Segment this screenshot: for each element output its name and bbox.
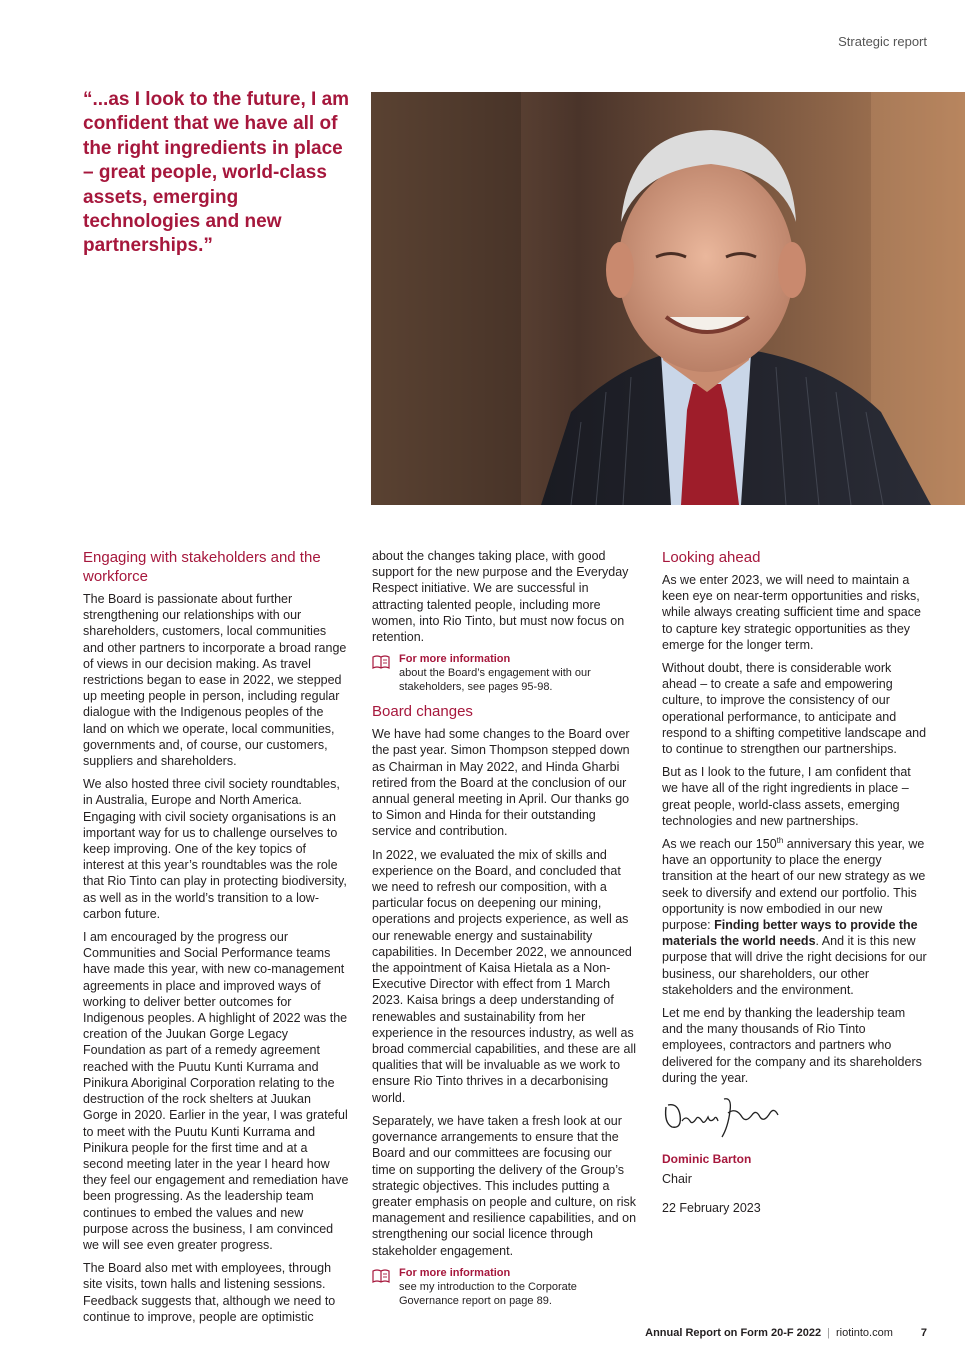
more-info-callout	[372, 652, 638, 694]
heading-looking-ahead: Looking ahead	[662, 549, 761, 566]
column-2	[372, 548, 638, 1316]
column-1	[83, 548, 349, 1332]
paragraph-purpose: As we reach our 150th anniversary this year, we have an opportunity to place the energy transition at the heart of our new strategy as we seek to diversify and extend our portfolio. This opportunity is now embodied in our new purpose: Finding better ways to provide the materials the world needs. And it is this new purpose that will drive the right decisions for our business, our shareholders, our other stakeholders and the environment.	[662, 835, 927, 997]
paragraph: But as I look to the future, I am confident that we have all of the right ingredients in place – great people, world-class assets, emerging technologies and new partnerships.	[662, 765, 911, 828]
more-info-text: about the Board’s engagement with our stakeholders, see pages 95-98.	[399, 667, 591, 694]
report-title: Annual Report on Form 20-F 2022	[645, 1327, 822, 1339]
signature-icon	[662, 1093, 928, 1141]
book-icon	[372, 1266, 390, 1308]
portrait-icon	[371, 92, 965, 505]
column-3	[662, 548, 928, 1216]
paragraph: Let me end by thanking the leadership team and the many thousands of Rio Tinto employees, contractors and partners who delivered for the company and its shareholders during the year.	[662, 1006, 922, 1085]
heading-board-changes: Board changes	[372, 703, 473, 721]
paragraph: The Board also met with employees, through site visits, town halls and listening sessions. Feedback suggests that, although we need to continue to improve, people are optimistic	[83, 1261, 336, 1324]
footer-separator: |	[827, 1327, 831, 1339]
more-info-text: see my introduction to the Corporate Governance report on page 89.	[399, 1280, 577, 1307]
paragraph: Separately, we have taken a fresh look at our governance arrangements to ensure that the Board and our committees are focusing our time on supporting the delivery of the Group’s strategic objectives. This includes putting a greater emphasis on people and culture, on risk management and resilience capabilities, and on strengthening our social licence through stakeholder engagement.	[372, 1113, 637, 1258]
more-info-title: For more information	[399, 1266, 511, 1279]
page-number: 7	[920, 1327, 927, 1339]
website-link[interactable]: riotinto.com	[836, 1327, 893, 1339]
paragraph: I am encouraged by the progress our Communities and Social Performance teams have made this year, with new co-management agreements in place and improved ways of working to deliver better outcomes for Indigenous peoples. A highlight of 2022 was the creation of the Juukan Gorge Legacy Foundation as part of a remedy agreement reached with the Puutu Kunti Kurrama and Pinikura Aboriginal Corporation relating to the destruction of the rock shelters at Juukan Gorge in 2020. Earlier in the year, I was grateful to meet with the Puutu Kunti Kurrama and Pinikura people for the first time and at a second meeting later in the year I heard how they feel our engagement and remediation have been progressing. As the leadership team continues to embed the values and new purpose across the business, I am convinced we will see even greater progress.	[83, 930, 349, 1252]
section-label: Strategic report	[838, 34, 927, 49]
more-info-title: For more information	[399, 653, 511, 666]
paragraph: Without doubt, there is considerable work ahead – to create a safe and empowering culture, to improve the consistency of our operational performance, to anticipate and respond to a shifting competitive landscape and to continue to strengthen our partnerships.	[662, 661, 927, 757]
paragraph: We also hosted three civil society roundtables, in Australia, Europe and North America. Engaging with civil society organisations is an important way for us to challenge ourselves to keep improving. One of the key topics of interest at this year’s roundtables was the role that Rio Tinto can play in protecting biodiversity, as well as in the world’s transition to a low-carbon future.	[83, 777, 347, 921]
paragraph: We have had some changes to the Board over the past year. Simon Thompson stepped down as Chairman in May 2022, and Hinda Gharbi retired from the Board at the conclusion of our annual general meeting in April. Our thanks go to Simon and Hinda for their outstanding service and contribution.	[372, 727, 630, 839]
signer-name: Dominic Barton	[662, 1152, 752, 1167]
paragraph: As we enter 2023, we will need to maintain a keen eye on near-term opportunities and risks, while always creating sufficient time and space to capture key strategic opportunities as they emerge for the longer term.	[662, 573, 921, 652]
book-icon	[372, 652, 390, 694]
paragraph: The Board is passionate about further strengthening our relationships with our shareholders, customers, local communities and other partners to incorporate a broad range of views in our decision making. As travel restrictions began to ease in 2022, we stepped up meeting people in person, including regular dialogue with the Indigenous peoples of the land on which we operate, local communities, governments and, of course, our customers, suppliers and shareholders.	[83, 592, 347, 769]
purpose-statement: Finding better ways to provide the materials the world needs	[662, 918, 918, 949]
chair-portrait-photo	[371, 92, 965, 505]
paragraph: In 2022, we evaluated the mix of skills and experience on the Board, and concluded that we need to refresh our composition, with a particular focus on deepening our mining, operations and projects experience, as well as our renewable energy and sustainability capabilities. In December 2022, we announced the appointment of Kaisa Hietala as a Non-Executive Director with effect from 1 March 2023. Kaisa brings a deep understanding of renewables and sustainability from her experience in the resources industry, as well as broad commercial capabilities, and these are all qualities that will be invaluable as we work to ensure Rio Tinto thrives in a decarbonising world.	[372, 847, 637, 1105]
page-footer	[645, 1327, 927, 1339]
pull-quote: “...as I look to the future, I am confident that we have all of the right ingredients in place – great people, world-class assets, emerging technologies and new partnerships.”	[83, 89, 350, 257]
more-info-callout	[372, 1266, 638, 1308]
signer-role: Chair	[662, 1172, 692, 1187]
heading-engaging-stakeholders: Engaging with stakeholders and the workforce	[83, 549, 321, 585]
signature-date: 22 February 2023	[662, 1200, 761, 1215]
paragraph: about the changes taking place, with good support for the new purpose and the Everyday Respect initiative. We are successful in attracting talented people, including more women, into Rio Tinto, but must now focus on retention.	[372, 549, 629, 645]
